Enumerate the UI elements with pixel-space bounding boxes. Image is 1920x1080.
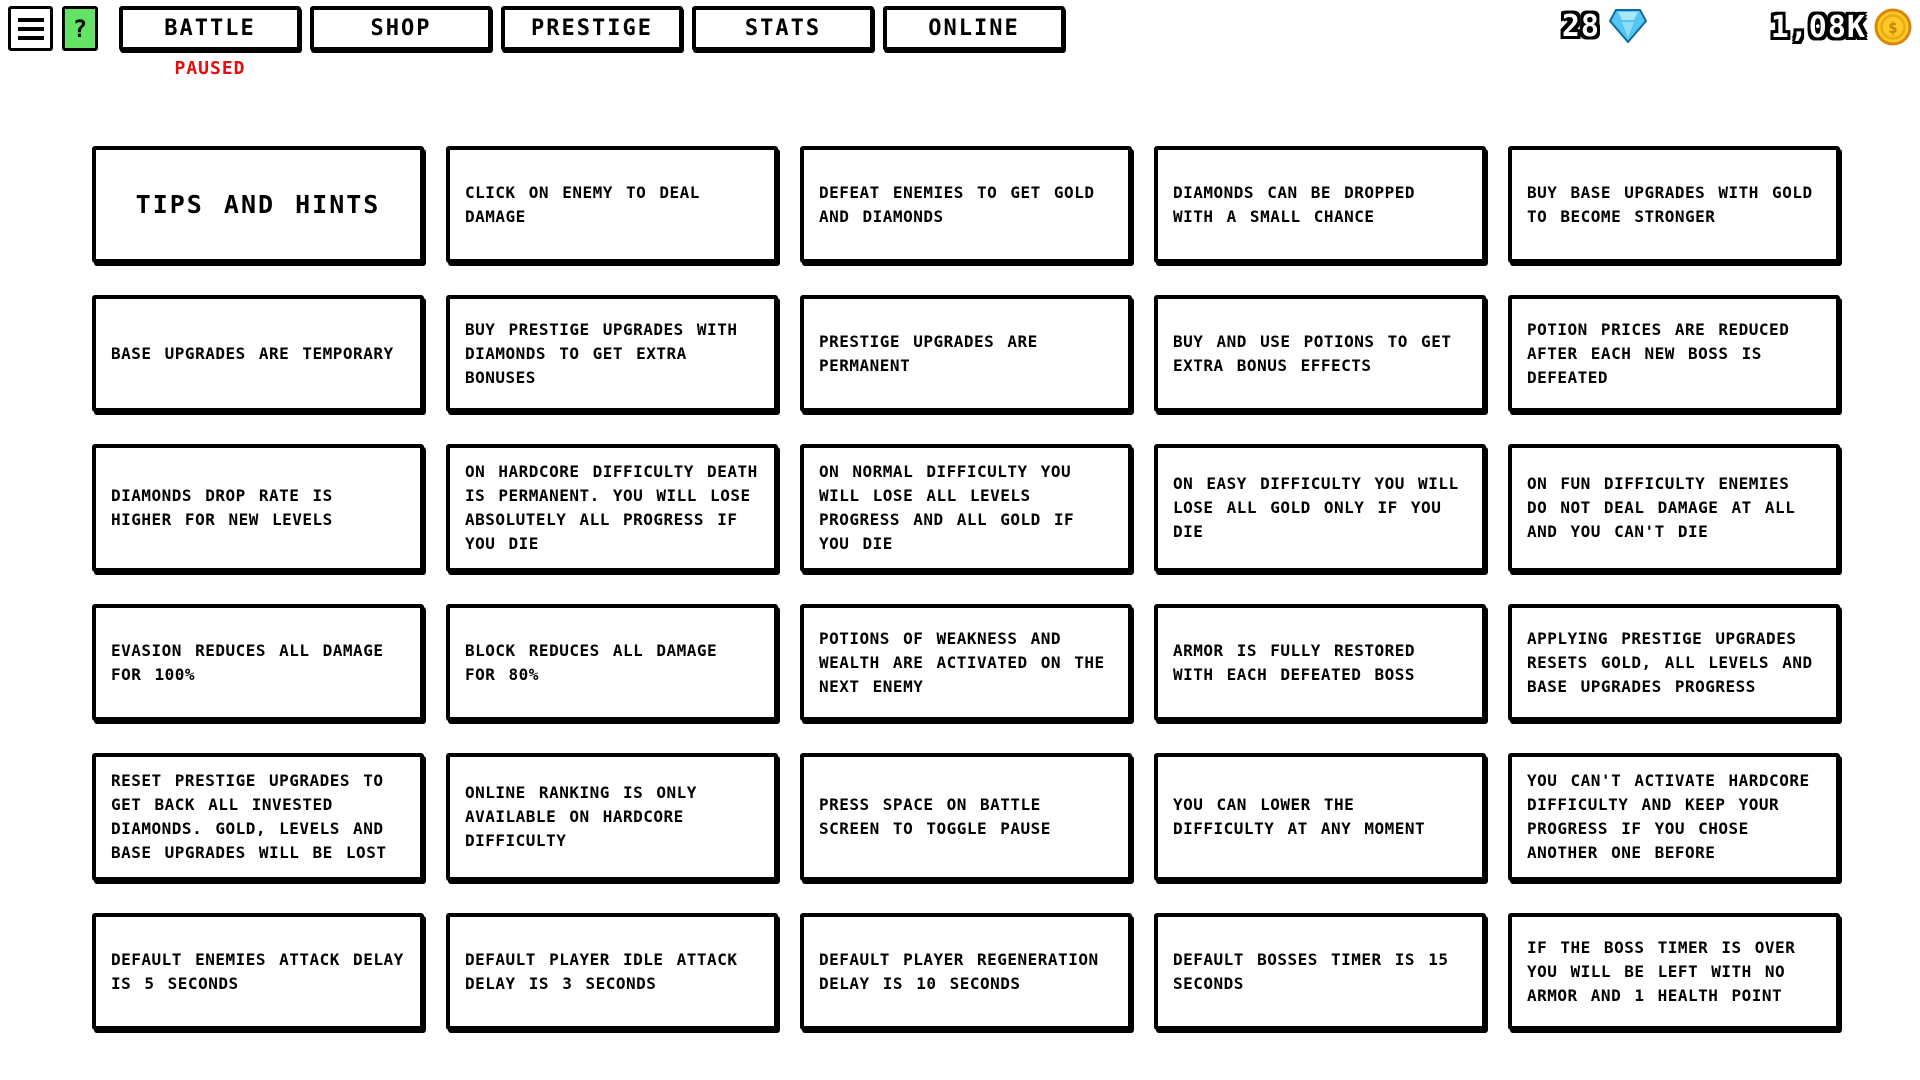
tip-card: DEFEAT ENEMIES TO GET GOLD AND DIAMONDS [800,146,1132,263]
tab-battle[interactable] [119,6,301,51]
menu-button[interactable] [8,6,53,51]
tip-card: PRESTIGE UPGRADES ARE PERMANENT [800,295,1132,412]
tab-online-label: ONLINE [928,16,1020,41]
tip-card: DIAMONDS DROP RATE IS HIGHER FOR NEW LEVELS [92,444,424,572]
tip-card: ON NORMAL DIFFICULTY YOU WILL LOSE ALL LEVELS PROGRESS AND ALL GOLD IF YOU DIE [800,444,1132,572]
diamond-counter [1562,8,1648,44]
diamond-count: 28 [1561,8,1600,44]
tip-card: DEFAULT PLAYER IDLE ATTACK DELAY IS 3 SECONDS [446,913,778,1030]
gold-coin-icon [1874,8,1912,46]
tips-title-card [92,146,424,263]
gold-count: 1,08K [1770,9,1866,45]
tab-shop-label: SHOP [370,16,432,41]
topbar [0,0,1920,90]
hamburger-icon [18,18,44,40]
tip-card: APPLYING PRESTIGE UPGRADES RESETS GOLD, ALL LEVELS AND BASE UPGRADES PROGRESS [1508,604,1840,721]
tab-online[interactable] [883,6,1065,51]
tip-card: BLOCK REDUCES ALL DAMAGE FOR 80% [446,604,778,721]
tip-card: ONLINE RANKING IS ONLY AVAILABLE ON HARDCORE DIFFICULTY [446,753,778,881]
help-button[interactable] [62,6,98,51]
tip-card: BUY BASE UPGRADES WITH GOLD TO BECOME STRONGER [1508,146,1840,263]
tab-shop[interactable] [310,6,492,51]
tip-card: RESET PRESTIGE UPGRADES TO GET BACK ALL INVESTED DIAMONDS. GOLD, LEVELS AND BASE UPGRADES WILL BE LOST [92,753,424,881]
tips-grid [92,146,1840,1030]
tip-card: YOU CAN LOWER THE DIFFICULTY AT ANY MOMENT [1154,753,1486,881]
tip-card: BASE UPGRADES ARE TEMPORARY [92,295,424,412]
tab-prestige-label: PRESTIGE [531,16,653,41]
tip-card: DEFAULT BOSSES TIMER IS 15 SECONDS [1154,913,1486,1030]
question-mark-icon: ? [72,14,88,43]
tip-card: CLICK ON ENEMY TO DEAL DAMAGE [446,146,778,263]
page-title: TIPS AND HINTS [135,189,381,219]
tip-card: POTION PRICES ARE REDUCED AFTER EACH NEW BOSS IS DEFEATED [1508,295,1840,412]
tip-card: DEFAULT ENEMIES ATTACK DELAY IS 5 SECONDS [92,913,424,1030]
paused-status: PAUSED [174,58,246,79]
tip-card: POTIONS OF WEAKNESS AND WEALTH ARE ACTIVATED ON THE NEXT ENEMY [800,604,1132,721]
tip-card: IF THE BOSS TIMER IS OVER YOU WILL BE LEFT WITH NO ARMOR AND 1 HEALTH POINT [1508,913,1840,1030]
tip-card: EVASION REDUCES ALL DAMAGE FOR 100% [92,604,424,721]
tip-card: ON HARDCORE DIFFICULTY DEATH IS PERMANENT. YOU WILL LOSE ABSOLUTELY ALL PROGRESS IF YOU DIE [446,444,778,572]
diamond-icon [1608,8,1648,44]
tip-card: YOU CAN'T ACTIVATE HARDCORE DIFFICULTY AND KEEP YOUR PROGRESS IF YOU CHOSE ANOTHER ONE BEFORE [1508,753,1840,881]
tab-stats[interactable] [692,6,874,51]
tip-card: BUY AND USE POTIONS TO GET EXTRA BONUS EFFECTS [1154,295,1486,412]
tip-card: ARMOR IS FULLY RESTORED WITH EACH DEFEATED BOSS [1154,604,1486,721]
tip-card: DEFAULT PLAYER REGENERATION DELAY IS 10 SECONDS [800,913,1132,1030]
tip-card: ON EASY DIFFICULTY YOU WILL LOSE ALL GOLD ONLY IF YOU DIE [1154,444,1486,572]
tip-card: BUY PRESTIGE UPGRADES WITH DIAMONDS TO GET EXTRA BONUSES [446,295,778,412]
tip-card: ON FUN DIFFICULTY ENEMIES DO NOT DEAL DAMAGE AT ALL AND YOU CAN'T DIE [1508,444,1840,572]
tip-card: DIAMONDS CAN BE DROPPED WITH A SMALL CHANCE [1154,146,1486,263]
svg-text:$: $ [1888,18,1898,37]
tip-card: PRESS SPACE ON BATTLE SCREEN TO TOGGLE PAUSE [800,753,1132,881]
tab-battle-label: BATTLE [164,16,256,41]
tab-prestige[interactable] [501,6,683,51]
gold-counter [1771,8,1912,46]
tab-stats-label: STATS [744,16,822,41]
